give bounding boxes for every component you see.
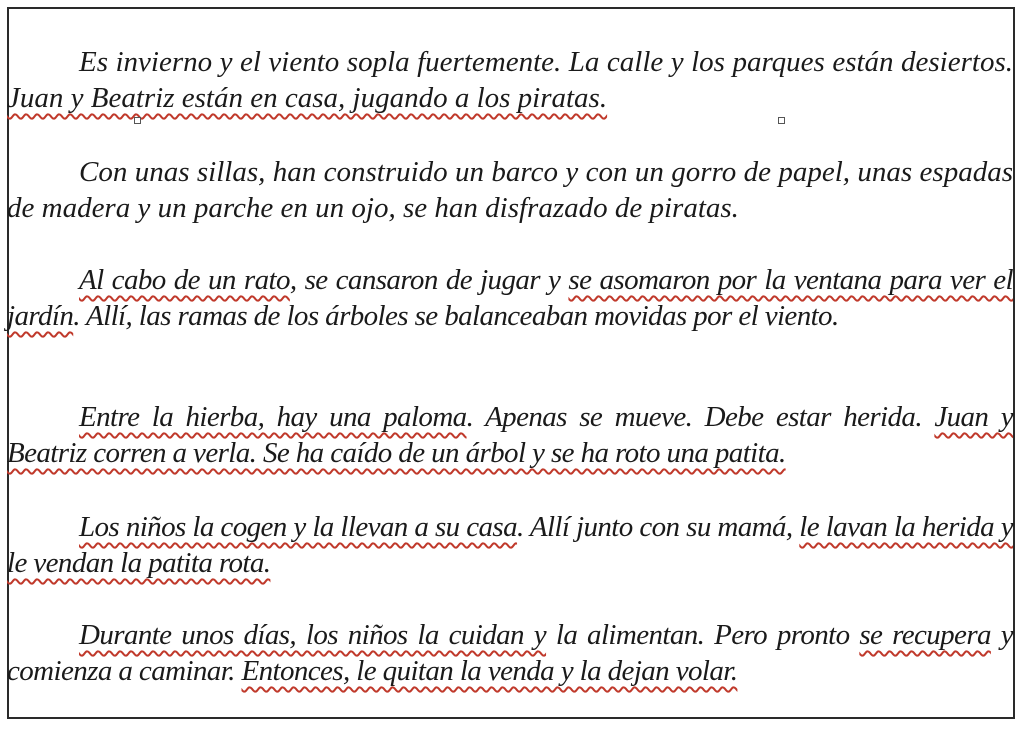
text-segment: . Allí, las ramas de los árboles se balanceaban movidas por el viento. [73, 300, 839, 332]
paragraph-2 [7, 154, 1013, 226]
text-segment: y comienza a caminar. [7, 619, 1013, 687]
text-segment: . Apenas se mueve. Debe estar herida. [466, 401, 935, 433]
paragraph-4 [7, 399, 1013, 471]
underlined-phrase: Entonces, le quitan la venda y la dejan volar. [241, 655, 738, 687]
underlined-phrase: se asomaron por la ventana para ver el jardín [7, 264, 1013, 332]
text-segment: Con unas sillas, han construido un barco y con un gorro de papel, unas espadas de madera y un parche en un ojo, se han disfrazado de piratas. [7, 156, 1013, 224]
text-segment: . Allí junto con su mamá, [517, 511, 800, 543]
underlined-phrase: Juan y Beatriz corren a verla. Se ha caído de un árbol y se ha roto una patita. [7, 401, 1013, 469]
underlined-phrase: Al cabo de un rato [79, 264, 290, 296]
paragraph-5 [7, 509, 1013, 581]
underlined-phrase: Juan y Beatriz están en casa, jugando a los piratas. [7, 82, 608, 114]
selection-handle-left[interactable] [134, 117, 141, 124]
selection-handle-right[interactable] [778, 117, 785, 124]
text-segment: , se cansaron de jugar y [289, 264, 569, 296]
underlined-phrase: Durante unos días, los niños la cuidan y [79, 619, 547, 651]
paragraph-3 [7, 262, 1013, 334]
paragraph-1 [7, 44, 1013, 116]
paragraph-6 [7, 617, 1013, 689]
text-segment: la alimentan. Pero pronto [546, 619, 860, 651]
underlined-phrase: Los niños la cogen y la llevan a su casa [79, 511, 518, 543]
text-segment: Es invierno y el viento sopla fuertemente. La calle y los parques están desiertos. [79, 46, 1013, 78]
underlined-phrase: se recupera [859, 619, 991, 651]
underlined-phrase: Entre la hierba, hay una paloma [79, 401, 467, 433]
underlined-phrase: le lavan la herida y le vendan la patita rota. [7, 511, 1013, 579]
